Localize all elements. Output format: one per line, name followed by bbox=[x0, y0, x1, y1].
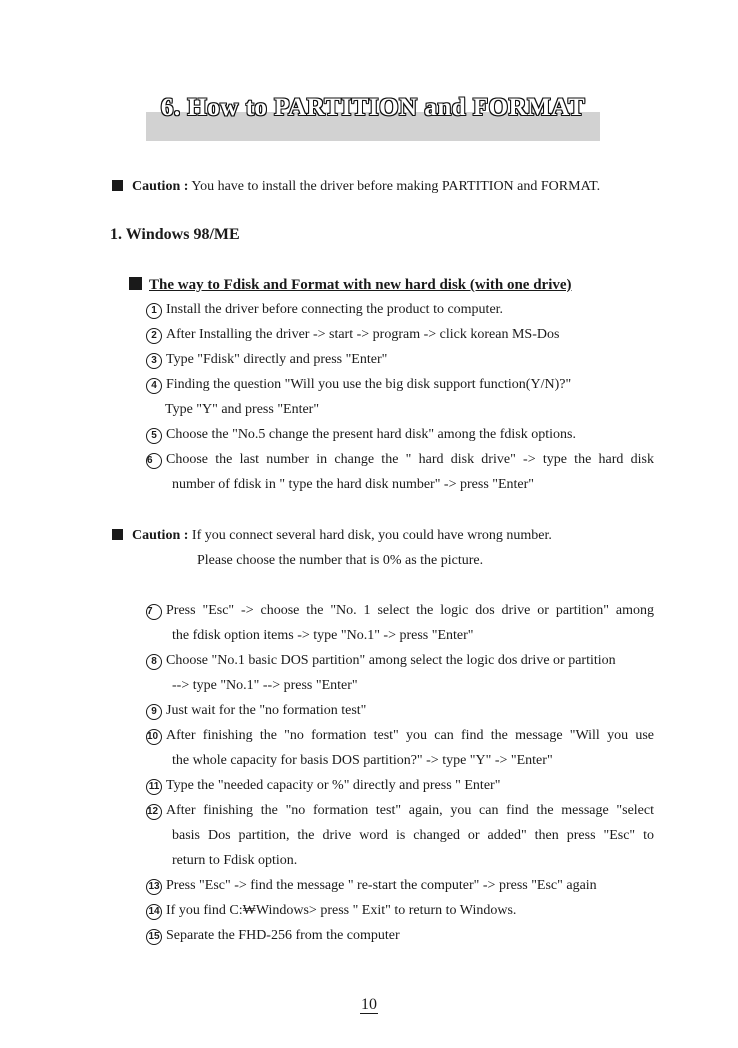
page-number-text: 10 bbox=[361, 996, 377, 1013]
step-number-icon: 2 bbox=[146, 328, 162, 344]
step-2 bbox=[146, 326, 559, 344]
step-11 bbox=[146, 777, 500, 795]
step-number-icon: 5 bbox=[146, 428, 162, 444]
step-4 bbox=[146, 376, 571, 394]
step-number-icon: 12 bbox=[146, 804, 162, 820]
step-8-continued: --> type "No.1" --> press "Enter" bbox=[172, 678, 358, 693]
step-text: Choose the last number in change the " hard disk drive" -> type the hard disk bbox=[166, 452, 654, 467]
caution-note-1 bbox=[112, 178, 600, 196]
step-6 bbox=[146, 451, 654, 469]
step-text: Press "Esc" -> choose the "No. 1 select the logic dos drive or partition" among bbox=[166, 603, 654, 618]
caution-note-2 bbox=[112, 527, 552, 545]
caution-label: Caution : bbox=[132, 528, 189, 543]
step-text: Choose the "No.5 change the present hard disk" among the fdisk options. bbox=[166, 427, 576, 442]
step-5 bbox=[146, 426, 576, 444]
step-9 bbox=[146, 702, 366, 720]
subheading-text: The way to Fdisk and Format with new hard disk (with one drive) bbox=[149, 277, 572, 293]
step-text: Just wait for the "no formation test" bbox=[166, 703, 367, 718]
step-1 bbox=[146, 301, 503, 319]
step-text: Choose "No.1 basic DOS partition" among select the logic dos drive or partition bbox=[166, 653, 616, 668]
step-text: Separate the FHD-256 from the computer bbox=[166, 928, 400, 943]
step-text: Type "Fdisk" directly and press "Enter" bbox=[166, 352, 388, 367]
step-text: Press "Esc" -> find the message " re-start the computer" -> press "Esc" again bbox=[166, 878, 597, 893]
caution-label: Caution : bbox=[132, 179, 189, 194]
step-text: If you find C:₩Windows> press " Exit" to return to Windows. bbox=[166, 903, 517, 918]
step-8 bbox=[146, 652, 616, 670]
step-text: Install the driver before connecting the product to computer. bbox=[166, 302, 504, 317]
step-number-icon: 3 bbox=[146, 353, 162, 369]
step-number-icon: 4 bbox=[146, 378, 162, 394]
step-number-icon: 11 bbox=[146, 779, 162, 795]
page-number bbox=[0, 996, 738, 1014]
caution-note-2-continued: Please choose the number that is 0% as the picture. bbox=[197, 553, 484, 568]
step-14 bbox=[146, 902, 516, 920]
step-4-continued: Type "Y" and press "Enter" bbox=[165, 402, 320, 417]
step-10-continued: the whole capacity for basis DOS partition?" -> type "Y" -> "Enter" bbox=[172, 753, 553, 768]
section-heading: 1. Windows 98/ME bbox=[110, 226, 240, 243]
caution-text: You have to install the driver before making PARTITION and FORMAT. bbox=[188, 179, 601, 194]
step-6-continued: number of fdisk in " type the hard disk number" -> press "Enter" bbox=[172, 477, 535, 492]
step-text: Type the "needed capacity or %" directly and press " Enter" bbox=[166, 778, 501, 793]
step-15 bbox=[146, 927, 400, 945]
step-text: Finding the question "Will you use the big disk support function(Y/N)?" bbox=[166, 377, 572, 392]
caution-text: If you connect several hard disk, you could have wrong number. bbox=[188, 528, 552, 543]
step-13 bbox=[146, 877, 597, 895]
step-number-icon: 14 bbox=[146, 904, 162, 920]
step-7 bbox=[146, 602, 654, 620]
step-text: After Installing the driver -> start -> program -> click korean MS-Dos bbox=[166, 327, 560, 342]
step-number-icon: 8 bbox=[146, 654, 162, 670]
bullet-square-icon bbox=[112, 529, 123, 540]
bullet-square-icon bbox=[112, 180, 123, 191]
step-text: After finishing the "no formation test" again, you can find the message "select bbox=[166, 803, 654, 818]
step-number-icon: 10 bbox=[146, 729, 162, 745]
step-12-continued-2: return to Fdisk option. bbox=[172, 853, 298, 868]
step-3 bbox=[146, 351, 387, 369]
step-12 bbox=[146, 802, 654, 820]
step-number-icon: 7 bbox=[146, 604, 162, 620]
bullet-square-icon bbox=[129, 277, 142, 290]
step-number-icon: 6 bbox=[146, 453, 162, 469]
step-10 bbox=[146, 727, 654, 745]
step-number-icon: 13 bbox=[146, 879, 162, 895]
step-number-icon: 9 bbox=[146, 704, 162, 720]
page-title: 6. How to PARTITION and FORMAT bbox=[160, 94, 586, 121]
step-7-continued: the fdisk option items -> type "No.1" -> press "Enter" bbox=[172, 628, 474, 643]
step-12-continued: basis Dos partition, the drive word is changed or added" then press "Esc" to bbox=[172, 828, 654, 843]
step-number-icon: 1 bbox=[146, 303, 162, 319]
subheading bbox=[129, 276, 572, 295]
step-number-icon: 15 bbox=[146, 929, 162, 945]
step-text: After finishing the "no formation test" you can find the message "Will you use bbox=[166, 728, 654, 743]
